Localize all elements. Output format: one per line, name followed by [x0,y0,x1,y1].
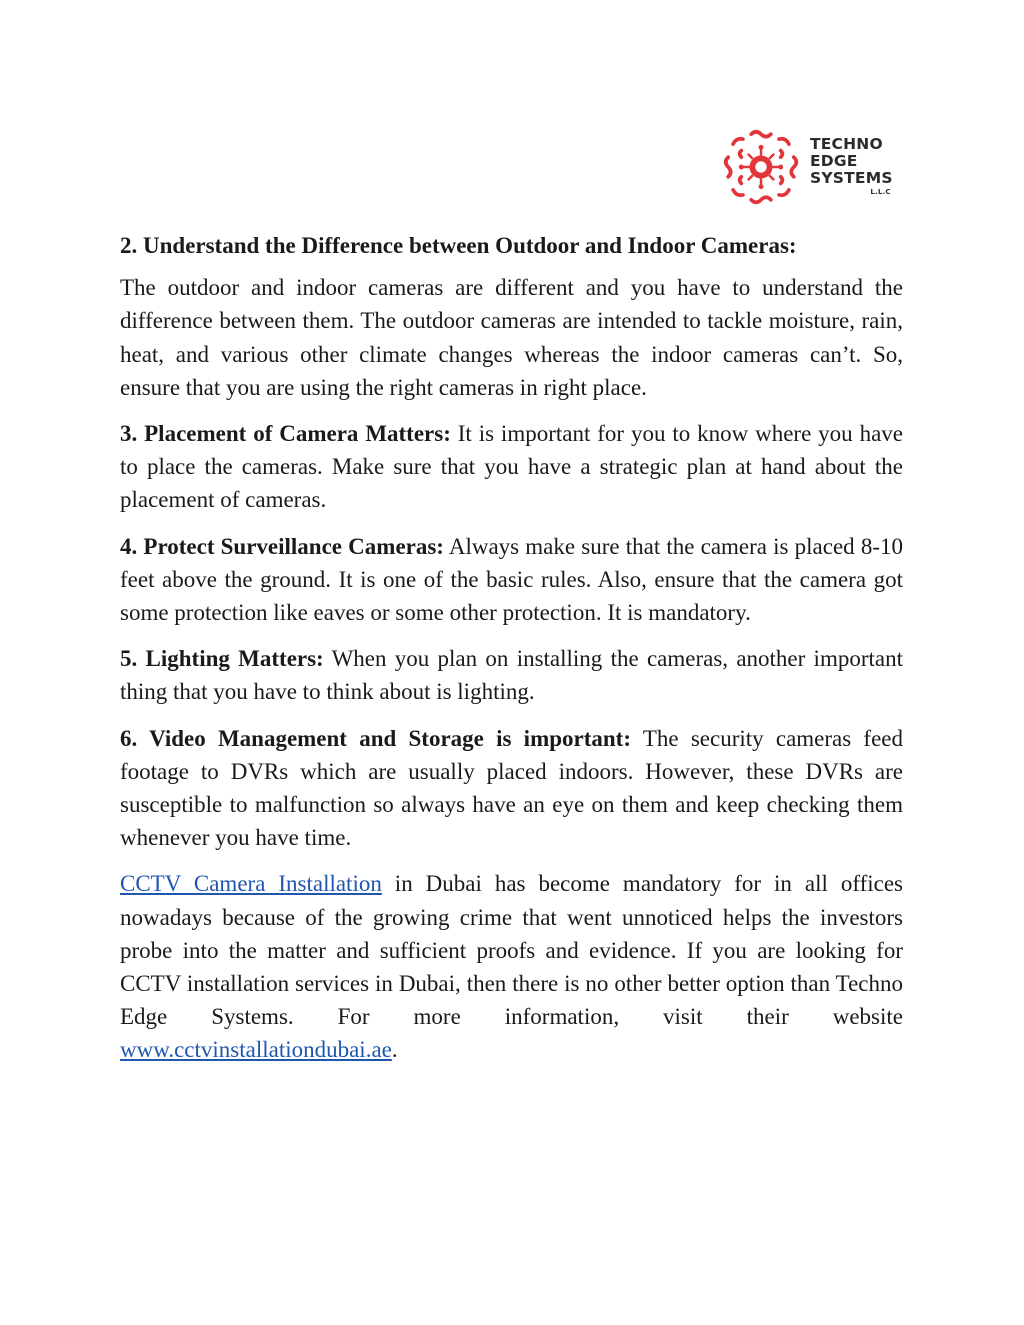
logo-suffix: L.L.C [870,188,891,196]
section-6 [120,722,903,855]
section-4-title: 4. Protect Surveillance Cameras: [120,533,444,559]
section-6-title: 6. Video Management and Storage is important: [120,725,632,751]
gear-circuit-logo-icon [720,126,802,208]
logo-line-edge: EDGE [810,152,858,170]
section-3-body: It is important for you to know where you have to place the cameras. Make sure that you have a strategic plan at hand about the placement of cameras. [120,421,903,513]
closing-period: . [391,1037,398,1063]
section-6-body: The security cameras feed footage to DVRs which are usually placed indoors. However, these DVRs are susceptible to malfunction so always have an eye on them and keep checking them whenever you have time. [120,725,904,851]
section-2-heading: 2. Understand the Difference between Outdoor and Indoor Cameras: [120,233,797,258]
section-5-title: 5. Lighting Matters: [120,646,324,672]
logo-line-techno: TECHNO [810,135,883,153]
section-4 [120,530,903,630]
section-3-title: 3. Placement of Camera Matters: [120,421,451,447]
company-logo [720,126,910,216]
article-body [120,229,903,1080]
logo-line-systems: SYSTEMS [810,169,893,187]
website-link[interactable]: www.cctvinstallationdubai.ae [120,1037,392,1063]
logo-wordmark [810,136,893,197]
closing-text: in Dubai has become mandatory for in all offices nowadays because of the growing crime that went unnoticed helps the investors probe into the matter and sufficient proofs and evidence. If you are looking for CCTV installation services in Dubai, then there is no other better option than Techno Edge Systems. For more information, visit their website [120,871,903,1030]
section-2-body: The outdoor and indoor cameras are different and you have to understand the difference between them. The outdoor cameras are intended to tackle moisture, rain, heat, and various other climate changes whereas the indoor cameras can’t. So, ensure that you are using the right cameras in right place. [120,275,903,400]
section-5-body: When you plan on installing the cameras, another important thing that you have to think about is lighting. [120,646,903,705]
closing-paragraph [120,867,903,1066]
section-3 [120,417,903,517]
section-4-body: Always make sure that the camera is placed 8-10 feet above the ground. It is one of the basic rules. Also, ensure that the camera got some protection like eaves or some other protection. It is mandatory. [120,533,903,626]
cctv-installation-link[interactable]: CCTV Camera Installation [120,871,382,897]
section-5 [120,642,903,708]
